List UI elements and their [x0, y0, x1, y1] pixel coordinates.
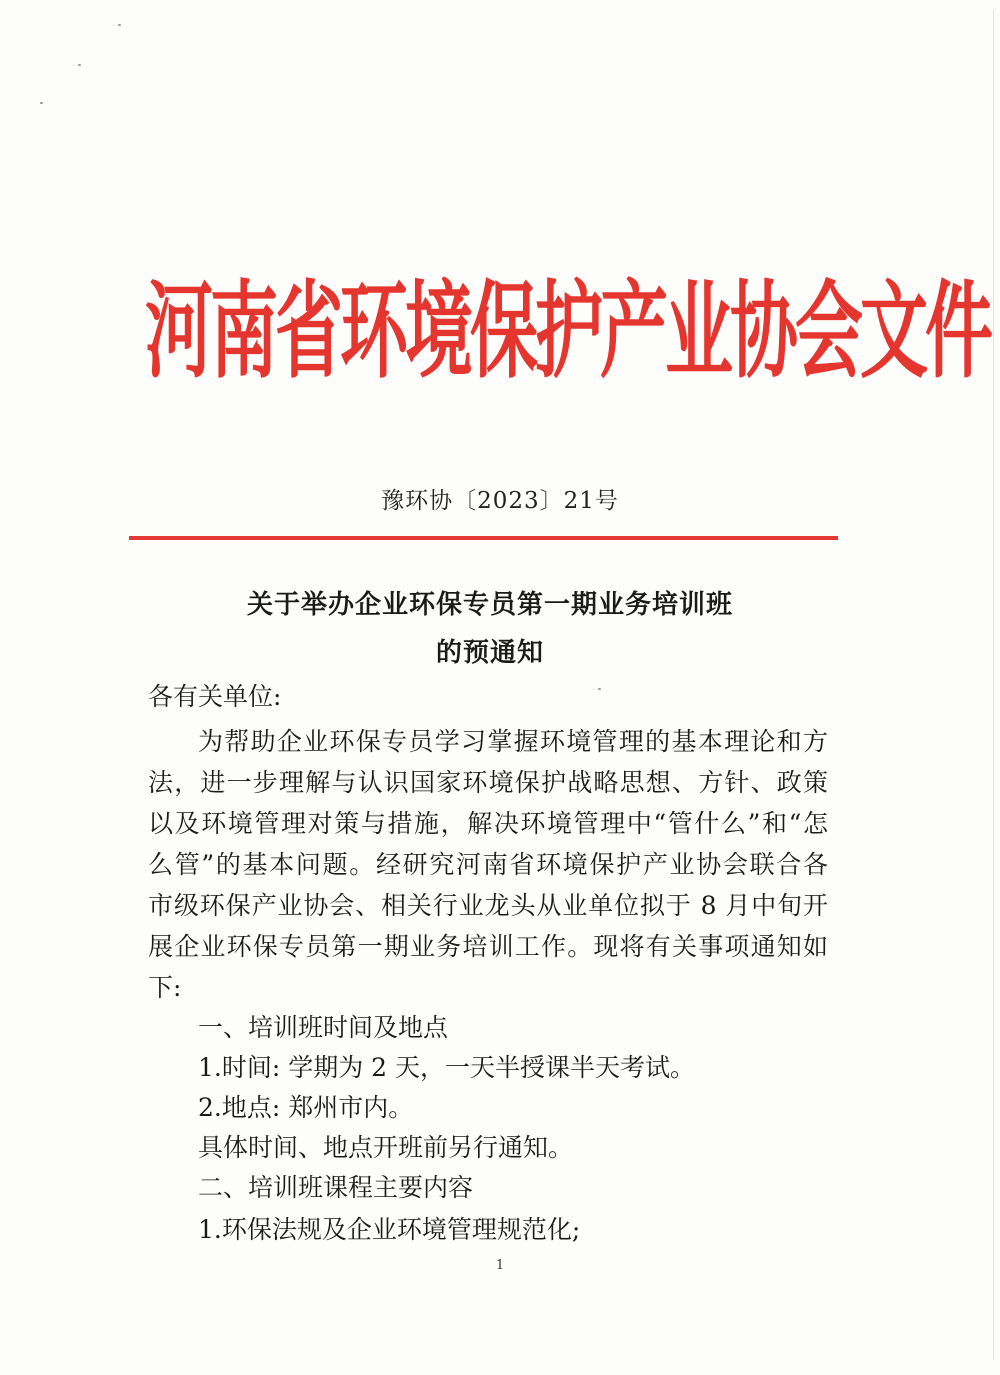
section-1-item-location: 2.地点: 郑州市内。 — [198, 1093, 414, 1122]
paragraph-line: 下: — [148, 973, 182, 1002]
scan-speck — [118, 24, 121, 26]
scan-speck — [78, 64, 81, 66]
page-number: 1 — [495, 1258, 505, 1273]
scan-speck — [598, 688, 601, 690]
section-1-heading: 一、培训班时间及地点 — [198, 1013, 449, 1042]
section-1-note: 具体时间、地点开班前另行通知。 — [198, 1133, 574, 1162]
paragraph-line: 以及环境管理对策与措施，解决环境管理中“管什么”和“怎 — [148, 809, 828, 838]
paragraph-line: 为帮助企业环保专员学习掌握环境管理的基本理论和方 — [198, 727, 828, 756]
section-2-heading: 二、培训班课程主要内容 — [198, 1173, 474, 1202]
section-1-item-time: 1.时间: 学期为 2 天，一天半授课半天考试。 — [198, 1053, 696, 1082]
section-2-item-1: 1.环保法规及企业环境管理规范化; — [198, 1215, 581, 1244]
notice-title-line-2: 的预通知 — [435, 638, 544, 668]
paragraph-line: 法，进一步理解与认识国家环境保护战略思想、方针、政策 — [148, 768, 828, 797]
paragraph-line: 展企业环保专员第一期业务培训工作。现将有关事项通知如 — [148, 932, 828, 961]
scan-edge — [993, 10, 994, 1360]
document-number: 豫环协〔2023〕21号 — [381, 488, 619, 514]
paragraph-line: 市级环保产业协会、相关行业龙头从业单位拟于 8 月中旬开 — [148, 891, 828, 920]
paragraph-line: 么管”的基本问题。经研究河南省环境保护产业协会联合各 — [148, 850, 828, 879]
letterhead-title: 河南省环境保护产业协会文件 — [145, 271, 991, 394]
scan-speck — [40, 102, 43, 104]
salutation: 各有关单位: — [148, 682, 282, 711]
notice-title-line-1: 关于举办企业环保专员第一期业务培训班 — [246, 590, 733, 620]
red-divider-rule — [129, 536, 838, 540]
